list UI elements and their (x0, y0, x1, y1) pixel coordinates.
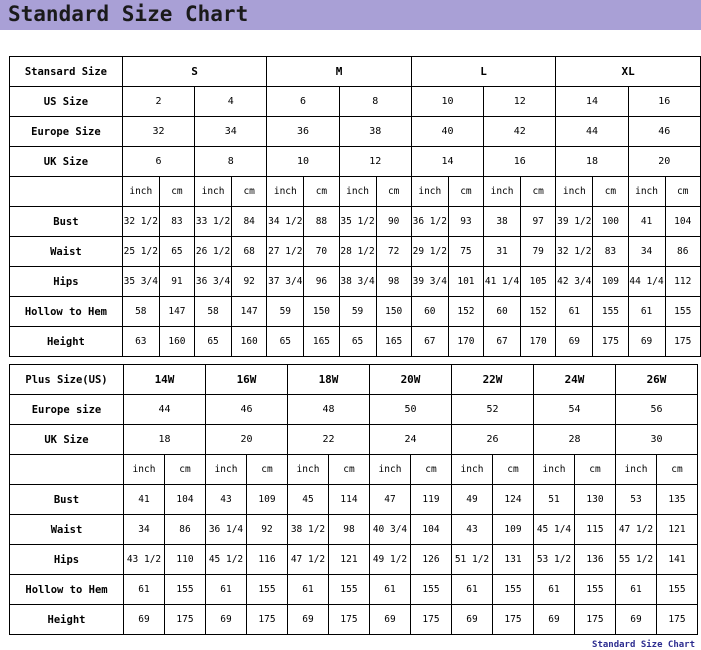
measure-cell: 93 (448, 207, 483, 237)
measure-cell: 61 (370, 575, 411, 605)
measure-cell: 49 (452, 485, 493, 515)
measure-cell: 67 (484, 327, 521, 357)
uk-size-cell: 28 (534, 425, 616, 455)
standard-size-table (9, 56, 701, 357)
measure-cell: 114 (329, 485, 370, 515)
measure-cell: 165 (376, 327, 411, 357)
measure-cell: 152 (521, 297, 556, 327)
us-size-cell: 8 (339, 87, 411, 117)
measure-cell: 47 (370, 485, 411, 515)
measure-cell: 45 (288, 485, 329, 515)
uk-size-cell: 12 (339, 147, 411, 177)
unit-cell: inch (452, 455, 493, 485)
measure-cell: 51 1/2 (452, 545, 493, 575)
measure-cell: 155 (247, 575, 288, 605)
table-row (10, 147, 701, 177)
measure-cell: 105 (521, 267, 556, 297)
measure-cell: 112 (665, 267, 700, 297)
table-row (10, 605, 698, 635)
uk-size-cell: 26 (452, 425, 534, 455)
measure-cell: 69 (556, 327, 593, 357)
europe-size-cell: 46 (628, 117, 700, 147)
row-label-units (10, 455, 124, 485)
group-xl: XL (556, 57, 701, 87)
row-label-europe-size: Europe size (10, 395, 124, 425)
measure-cell: 98 (329, 515, 370, 545)
measure-cell: 61 (616, 575, 657, 605)
measure-cell: 83 (593, 237, 628, 267)
measure-cell: 109 (247, 485, 288, 515)
measure-cell: 34 (628, 237, 665, 267)
measure-cell: 53 1/2 (534, 545, 575, 575)
uk-size-cell: 6 (122, 147, 194, 177)
table-row (10, 365, 698, 395)
europe-size-cell: 42 (484, 117, 556, 147)
measure-cell: 41 (628, 207, 665, 237)
row-label-hollow-to-hem: Hollow to Hem (10, 297, 123, 327)
row-label-hips: Hips (10, 267, 123, 297)
measure-cell: 92 (247, 515, 288, 545)
measure-cell: 67 (411, 327, 448, 357)
measure-cell: 42 3/4 (556, 267, 593, 297)
measure-cell: 155 (411, 575, 452, 605)
table-row (10, 515, 698, 545)
unit-cell: cm (165, 455, 206, 485)
table-row (10, 57, 701, 87)
measure-cell: 130 (575, 485, 616, 515)
measure-cell: 32 1/2 (122, 207, 159, 237)
us-size-cell: 2 (122, 87, 194, 117)
measure-cell: 65 (195, 327, 232, 357)
europe-size-cell: 52 (452, 395, 534, 425)
measure-cell: 86 (665, 237, 700, 267)
unit-cell: inch (556, 177, 593, 207)
measure-cell: 51 (534, 485, 575, 515)
europe-size-cell: 50 (370, 395, 452, 425)
measure-cell: 63 (122, 327, 159, 357)
measure-cell: 121 (329, 545, 370, 575)
europe-size-cell: 56 (616, 395, 698, 425)
us-size-cell: 12 (484, 87, 556, 117)
measure-cell: 34 1/2 (267, 207, 304, 237)
measure-cell: 147 (159, 297, 194, 327)
unit-cell: cm (247, 455, 288, 485)
measure-cell: 75 (448, 237, 483, 267)
measure-cell: 53 (616, 485, 657, 515)
unit-cell: cm (304, 177, 339, 207)
unit-cell: cm (665, 177, 700, 207)
plus-size-table-wrap (9, 364, 698, 635)
measure-cell: 104 (665, 207, 700, 237)
unit-cell: cm (329, 455, 370, 485)
unit-cell: cm (411, 455, 452, 485)
row-label-us-size: US Size (10, 87, 123, 117)
table-row (10, 327, 701, 357)
measure-cell: 175 (593, 327, 628, 357)
measure-cell: 27 1/2 (267, 237, 304, 267)
unit-cell: cm (159, 177, 194, 207)
row-label-bust: Bust (10, 485, 124, 515)
row-label-waist: Waist (10, 237, 123, 267)
table-row (10, 117, 701, 147)
row-label-standard-size: Stansard Size (10, 57, 123, 87)
europe-size-cell: 48 (288, 395, 370, 425)
unit-cell: cm (521, 177, 556, 207)
unit-cell: cm (493, 455, 534, 485)
measure-cell: 150 (376, 297, 411, 327)
measure-cell: 58 (195, 297, 232, 327)
row-label-plus-size: Plus Size(US) (10, 365, 124, 395)
measure-cell: 165 (304, 327, 339, 357)
measure-cell: 61 (288, 575, 329, 605)
table-row (10, 237, 701, 267)
measure-cell: 65 (159, 237, 194, 267)
table-row (10, 545, 698, 575)
measure-cell: 65 (339, 327, 376, 357)
measure-cell: 150 (304, 297, 339, 327)
europe-size-cell: 46 (206, 395, 288, 425)
uk-size-cell: 20 (206, 425, 288, 455)
standard-size-table-wrap (9, 56, 701, 357)
row-label-uk-size: UK Size (10, 147, 123, 177)
measure-cell: 68 (232, 237, 267, 267)
measure-cell: 49 1/2 (370, 545, 411, 575)
measure-cell: 41 (124, 485, 165, 515)
measure-cell: 155 (593, 297, 628, 327)
unit-cell: inch (370, 455, 411, 485)
measure-cell: 44 1/4 (628, 267, 665, 297)
table-row (10, 455, 698, 485)
measure-cell: 47 1/2 (616, 515, 657, 545)
us-size-cell: 16 (628, 87, 700, 117)
measure-cell: 88 (304, 207, 339, 237)
uk-size-cell: 20 (628, 147, 700, 177)
measure-cell: 69 (452, 605, 493, 635)
unit-cell: inch (411, 177, 448, 207)
row-label-height: Height (10, 327, 123, 357)
measure-cell: 35 1/2 (339, 207, 376, 237)
uk-size-cell: 10 (267, 147, 339, 177)
measure-cell: 69 (124, 605, 165, 635)
measure-cell: 43 1/2 (124, 545, 165, 575)
measure-cell: 72 (376, 237, 411, 267)
measure-cell: 141 (657, 545, 698, 575)
measure-cell: 47 1/2 (288, 545, 329, 575)
table-row (10, 177, 701, 207)
measure-cell: 36 1/2 (411, 207, 448, 237)
measure-cell: 126 (411, 545, 452, 575)
unit-cell: inch (628, 177, 665, 207)
uk-size-cell: 8 (195, 147, 267, 177)
unit-cell: inch (534, 455, 575, 485)
plus-size-cell: 22W (452, 365, 534, 395)
measure-cell: 91 (159, 267, 194, 297)
measure-cell: 38 (484, 207, 521, 237)
measure-cell: 65 (267, 327, 304, 357)
row-label-waist: Waist (10, 515, 124, 545)
page-title: Standard Size Chart (8, 2, 249, 26)
measure-cell: 104 (411, 515, 452, 545)
measure-cell: 155 (575, 575, 616, 605)
uk-size-cell: 18 (124, 425, 206, 455)
measure-cell: 59 (339, 297, 376, 327)
unit-cell: cm (448, 177, 483, 207)
table-row (10, 395, 698, 425)
measure-cell: 96 (304, 267, 339, 297)
europe-size-cell: 40 (411, 117, 483, 147)
table-row (10, 425, 698, 455)
measure-cell: 155 (657, 575, 698, 605)
row-label-bust: Bust (10, 207, 123, 237)
measure-cell: 26 1/2 (195, 237, 232, 267)
uk-size-cell: 14 (411, 147, 483, 177)
measure-cell: 152 (448, 297, 483, 327)
group-m: M (267, 57, 412, 87)
measure-cell: 83 (159, 207, 194, 237)
unit-cell: inch (195, 177, 232, 207)
plus-size-cell: 20W (370, 365, 452, 395)
measure-cell: 115 (575, 515, 616, 545)
measure-cell: 155 (665, 297, 700, 327)
measure-cell: 61 (124, 575, 165, 605)
group-l: L (411, 57, 556, 87)
us-size-cell: 6 (267, 87, 339, 117)
measure-cell: 36 3/4 (195, 267, 232, 297)
measure-cell: 155 (329, 575, 370, 605)
europe-size-cell: 38 (339, 117, 411, 147)
measure-cell: 35 3/4 (122, 267, 159, 297)
measure-cell: 69 (628, 327, 665, 357)
measure-cell: 170 (448, 327, 483, 357)
banner-right-label: Standard Size Chart (592, 640, 695, 650)
uk-size-cell: 18 (556, 147, 628, 177)
measure-cell: 41 1/4 (484, 267, 521, 297)
measure-cell: 58 (122, 297, 159, 327)
table-row (10, 297, 701, 327)
measure-cell: 175 (165, 605, 206, 635)
measure-cell: 69 (288, 605, 329, 635)
europe-size-cell: 32 (122, 117, 194, 147)
measure-cell: 45 1/4 (534, 515, 575, 545)
measure-cell: 59 (267, 297, 304, 327)
row-label-europe-size: Europe Size (10, 117, 123, 147)
plus-size-cell: 14W (124, 365, 206, 395)
measure-cell: 38 3/4 (339, 267, 376, 297)
measure-cell: 121 (657, 515, 698, 545)
measure-cell: 39 3/4 (411, 267, 448, 297)
measure-cell: 160 (159, 327, 194, 357)
measure-cell: 69 (616, 605, 657, 635)
uk-size-cell: 24 (370, 425, 452, 455)
measure-cell: 33 1/2 (195, 207, 232, 237)
unit-cell: cm (593, 177, 628, 207)
measure-cell: 69 (206, 605, 247, 635)
measure-cell: 101 (448, 267, 483, 297)
measure-cell: 131 (493, 545, 534, 575)
measure-cell: 175 (575, 605, 616, 635)
table-row (10, 87, 701, 117)
measure-cell: 61 (628, 297, 665, 327)
table-row (10, 485, 698, 515)
measure-cell: 40 3/4 (370, 515, 411, 545)
measure-cell: 86 (165, 515, 206, 545)
measure-cell: 79 (521, 237, 556, 267)
measure-cell: 38 1/2 (288, 515, 329, 545)
table-row (10, 575, 698, 605)
uk-size-cell: 30 (616, 425, 698, 455)
measure-cell: 31 (484, 237, 521, 267)
row-label-hollow-to-hem: Hollow to Hem (10, 575, 124, 605)
measure-cell: 175 (411, 605, 452, 635)
europe-size-cell: 36 (267, 117, 339, 147)
measure-cell: 119 (411, 485, 452, 515)
unit-cell: inch (124, 455, 165, 485)
uk-size-cell: 16 (484, 147, 556, 177)
unit-cell: inch (339, 177, 376, 207)
measure-cell: 29 1/2 (411, 237, 448, 267)
measure-cell: 175 (657, 605, 698, 635)
unit-cell: inch (616, 455, 657, 485)
measure-cell: 61 (452, 575, 493, 605)
measure-cell: 175 (247, 605, 288, 635)
unit-cell: inch (484, 177, 521, 207)
measure-cell: 32 1/2 (556, 237, 593, 267)
measure-cell: 69 (534, 605, 575, 635)
group-s: S (122, 57, 267, 87)
measure-cell: 147 (232, 297, 267, 327)
measure-cell: 109 (493, 515, 534, 545)
unit-cell: cm (376, 177, 411, 207)
us-size-cell: 4 (195, 87, 267, 117)
measure-cell: 109 (593, 267, 628, 297)
measure-cell: 43 (206, 485, 247, 515)
europe-size-cell: 54 (534, 395, 616, 425)
plus-size-cell: 24W (534, 365, 616, 395)
measure-cell: 90 (376, 207, 411, 237)
measure-cell: 45 1/2 (206, 545, 247, 575)
table-row (10, 207, 701, 237)
measure-cell: 39 1/2 (556, 207, 593, 237)
measure-cell: 136 (575, 545, 616, 575)
us-size-cell: 10 (411, 87, 483, 117)
unit-cell: inch (122, 177, 159, 207)
plus-size-cell: 18W (288, 365, 370, 395)
measure-cell: 104 (165, 485, 206, 515)
measure-cell: 28 1/2 (339, 237, 376, 267)
measure-cell: 135 (657, 485, 698, 515)
unit-cell: inch (288, 455, 329, 485)
measure-cell: 110 (165, 545, 206, 575)
measure-cell: 160 (232, 327, 267, 357)
measure-cell: 97 (521, 207, 556, 237)
measure-cell: 92 (232, 267, 267, 297)
page-banner (0, 0, 701, 30)
measure-cell: 70 (304, 237, 339, 267)
measure-cell: 69 (370, 605, 411, 635)
measure-cell: 25 1/2 (122, 237, 159, 267)
plus-size-cell: 26W (616, 365, 698, 395)
measure-cell: 43 (452, 515, 493, 545)
plus-size-table (9, 364, 698, 635)
us-size-cell: 14 (556, 87, 628, 117)
measure-cell: 60 (484, 297, 521, 327)
europe-size-cell: 34 (195, 117, 267, 147)
unit-cell: inch (206, 455, 247, 485)
europe-size-cell: 44 (556, 117, 628, 147)
measure-cell: 55 1/2 (616, 545, 657, 575)
measure-cell: 124 (493, 485, 534, 515)
unit-cell: cm (657, 455, 698, 485)
europe-size-cell: 44 (124, 395, 206, 425)
measure-cell: 100 (593, 207, 628, 237)
measure-cell: 84 (232, 207, 267, 237)
measure-cell: 175 (665, 327, 700, 357)
measure-cell: 175 (329, 605, 370, 635)
measure-cell: 175 (493, 605, 534, 635)
table-row (10, 267, 701, 297)
row-label-uk-size: UK Size (10, 425, 124, 455)
measure-cell: 98 (376, 267, 411, 297)
uk-size-cell: 22 (288, 425, 370, 455)
measure-cell: 61 (206, 575, 247, 605)
unit-cell: inch (267, 177, 304, 207)
measure-cell: 116 (247, 545, 288, 575)
unit-cell: cm (232, 177, 267, 207)
measure-cell: 61 (534, 575, 575, 605)
measure-cell: 37 3/4 (267, 267, 304, 297)
row-label-height: Height (10, 605, 124, 635)
measure-cell: 34 (124, 515, 165, 545)
measure-cell: 170 (521, 327, 556, 357)
measure-cell: 155 (493, 575, 534, 605)
plus-size-cell: 16W (206, 365, 288, 395)
measure-cell: 60 (411, 297, 448, 327)
row-label-units (10, 177, 123, 207)
measure-cell: 61 (556, 297, 593, 327)
row-label-hips: Hips (10, 545, 124, 575)
measure-cell: 155 (165, 575, 206, 605)
measure-cell: 36 1/4 (206, 515, 247, 545)
unit-cell: cm (575, 455, 616, 485)
